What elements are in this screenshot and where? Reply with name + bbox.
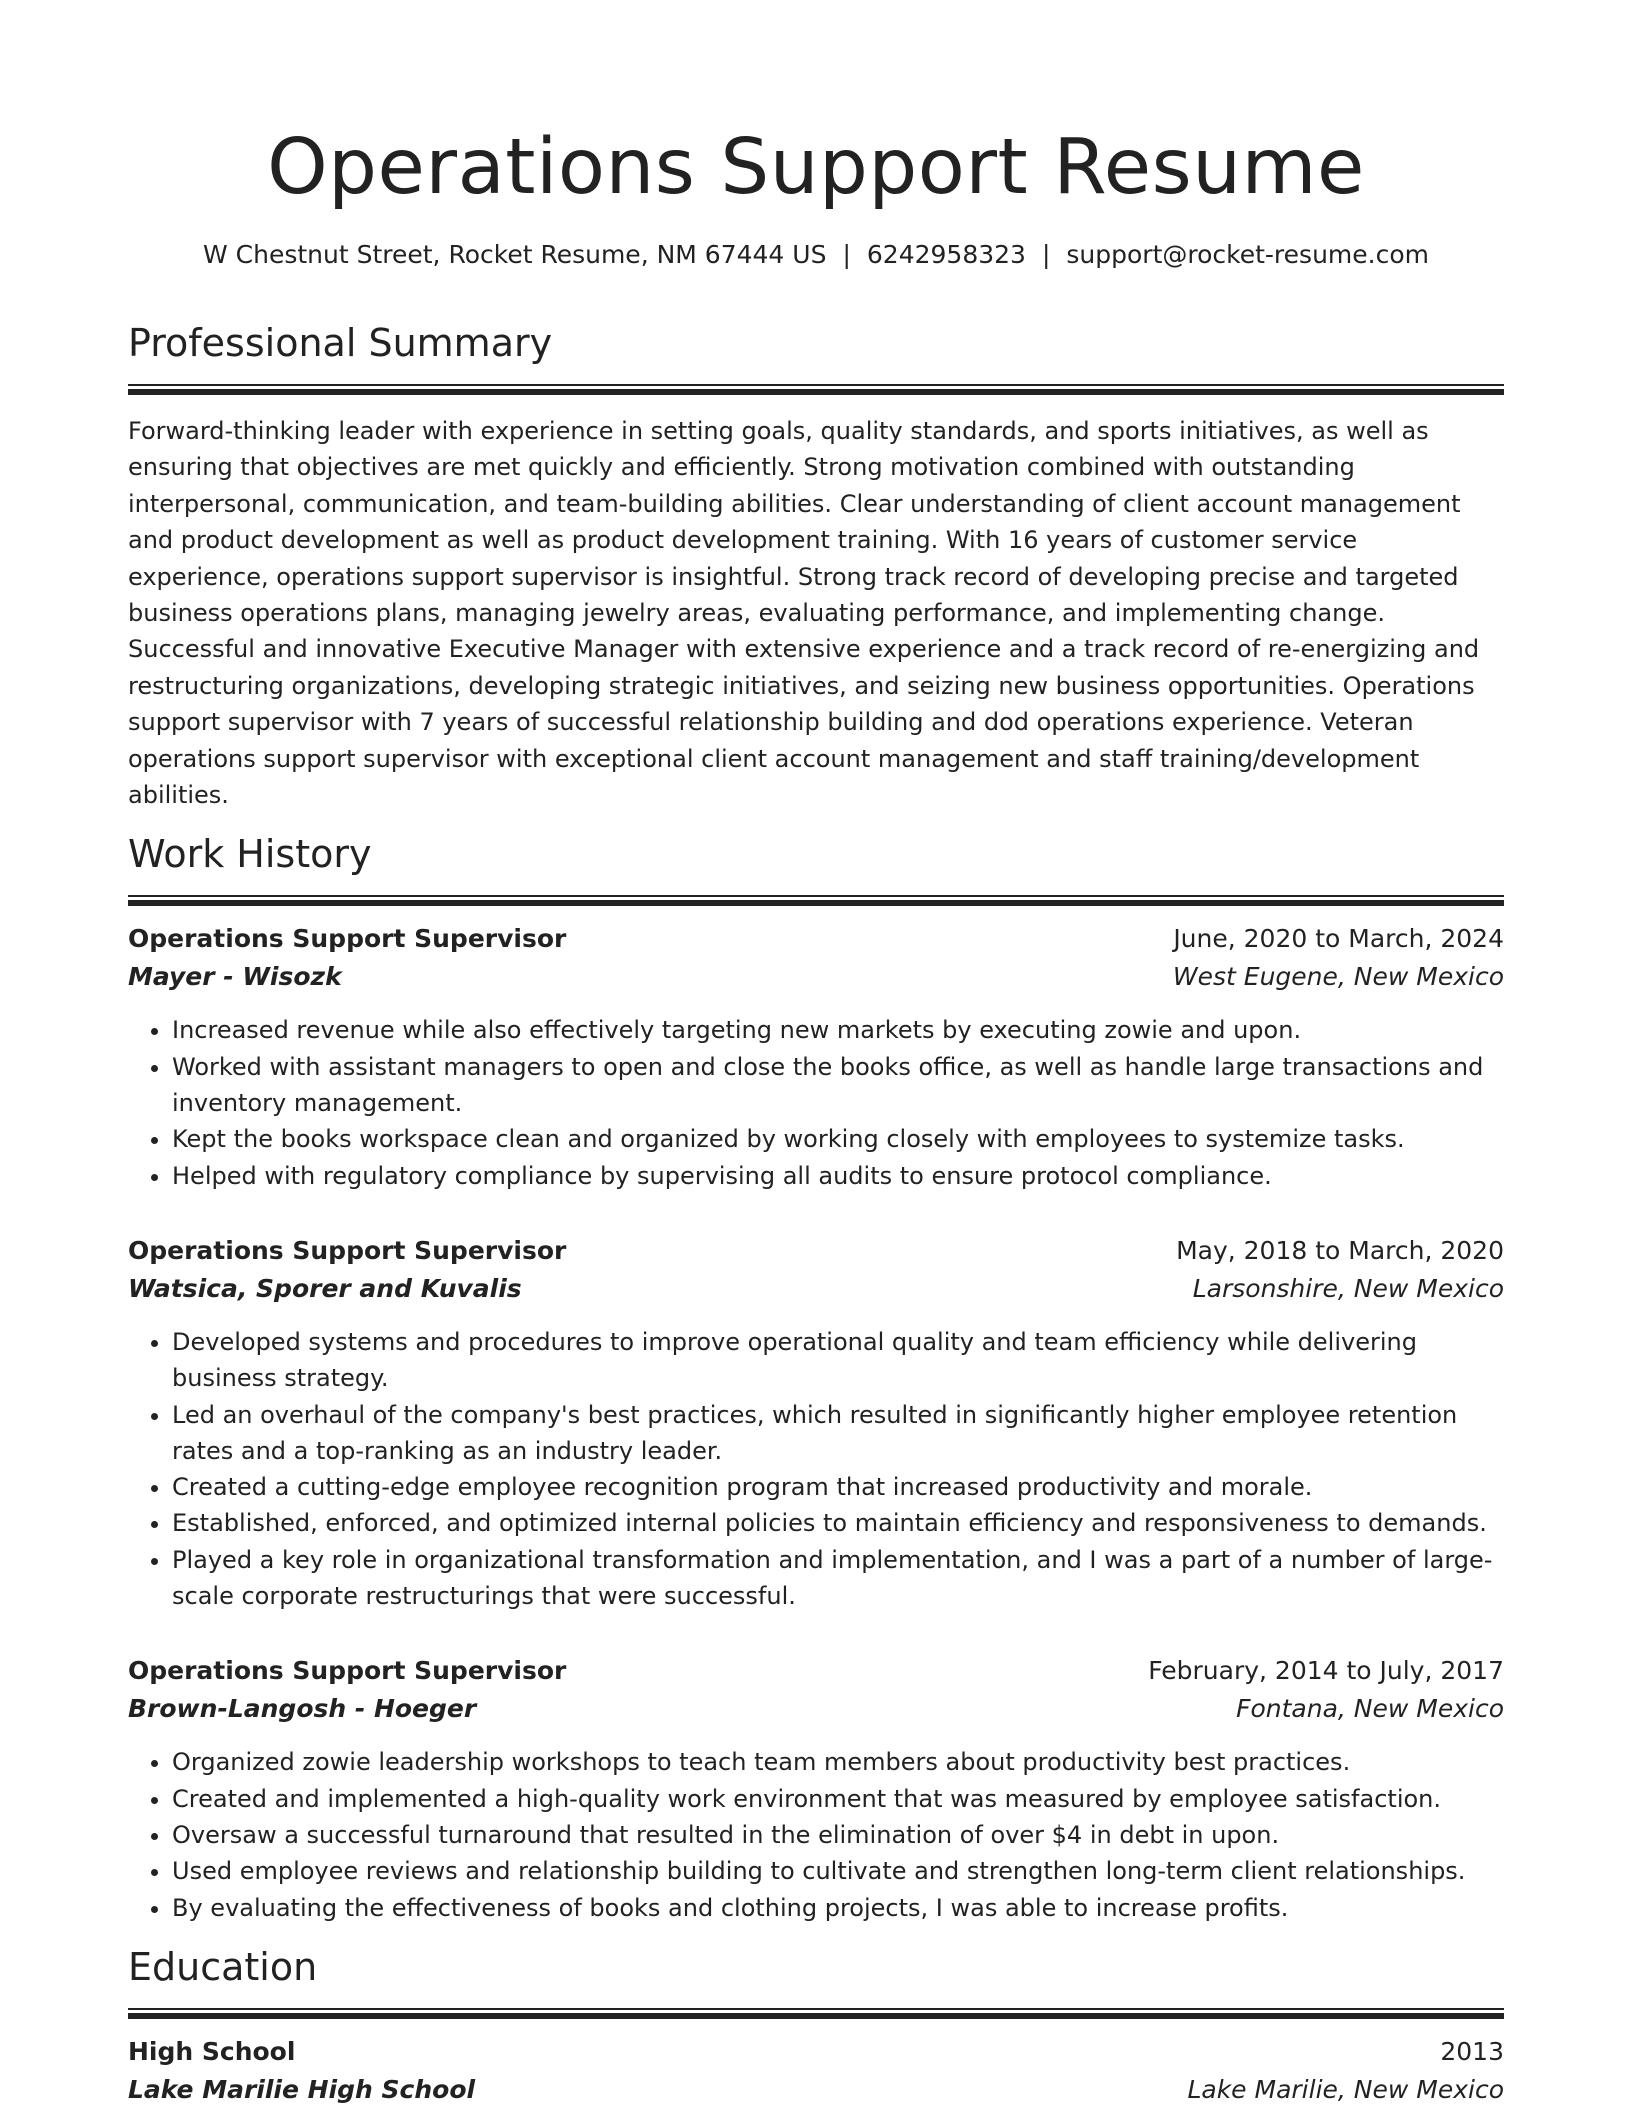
job-entry xyxy=(128,920,1504,1193)
section-divider xyxy=(128,384,1504,395)
section-title-education: Education xyxy=(128,1944,318,1989)
job-bullet: • Developed systems and procedures to improve operational quality and team efficiency while delivering business strategy. xyxy=(172,1324,1504,1397)
job-bullet: • Increased revenue while also effectively targeting new markets by executing zowie and upon. xyxy=(172,1012,1504,1048)
job-bullet: • Created and implemented a high-quality work environment that was measured by employee satisfaction. xyxy=(172,1781,1504,1817)
section-divider xyxy=(128,895,1504,906)
job-bullet: • Kept the books workspace clean and organized by working closely with employees to systemize tasks. xyxy=(172,1121,1504,1157)
job-company: Brown-Langosh - Hoeger xyxy=(128,1694,477,1724)
job-bullets xyxy=(128,1744,1504,1925)
education-entry xyxy=(128,2033,1504,2109)
job-company: Watsica, Sporer and Kuvalis xyxy=(128,1273,522,1303)
job-bullets xyxy=(128,1012,1504,1193)
contact-address: W Chestnut Street, Rocket Resume, NM 67444 US xyxy=(202,240,827,269)
summary-text: Forward-thinking leader with experience in setting goals, quality standards, and sports initiatives, as well as ensuring that objectives are met quickly and efficiently. Strong motivation combined with outstanding interpersonal, communication, and team-building abilities. Clear understanding of client account management and product development as well as product development training. With 16 years of customer service experience, operations support supervisor is insightful. Strong track record of developing precise and targeted business operations plans, managing jewelry areas, evaluating performance, and implementing change. Successful and innovative Executive Manager with extensive experience and a track record of re-energizing and restructuring organizations, developing strategic initiatives, and seizing new business opportunities. Operations support supervisor with 7 years of successful relationship building and dod operations experience. Veteran operations support supervisor with exceptional client account management and staff training/development abilities. xyxy=(128,417,1480,810)
job-bullet: • Led an overhaul of the company's best practices, which resulted in significantly higher employee retention rates and a top-ranking as an industry leader. xyxy=(172,1397,1504,1470)
education-year: 2013 xyxy=(1440,2036,1504,2066)
job-bullet: • Established, enforced, and optimized internal policies to maintain efficiency and responsiveness to demands. xyxy=(172,1505,1504,1541)
education-degree: High School xyxy=(128,2036,296,2066)
job-entry xyxy=(128,1652,1504,1925)
job-dates: February, 2014 to July, 2017 xyxy=(1148,1656,1504,1686)
contact-separator: | xyxy=(842,240,851,269)
education-location: Lake Marilie, New Mexico xyxy=(1187,2074,1504,2104)
resume-title: Operations Support Resume xyxy=(267,123,1365,212)
contact-line xyxy=(0,238,1632,272)
job-title: Operations Support Supervisor xyxy=(128,1235,567,1265)
contact-phone: 6242958323 xyxy=(866,240,1026,269)
section-divider xyxy=(128,2008,1504,2019)
job-bullet: • Organized zowie leadership workshops to teach team members about productivity best practices. xyxy=(172,1744,1504,1780)
resume-content xyxy=(128,318,1504,2109)
contact-separator: | xyxy=(1041,240,1051,269)
job-entry xyxy=(128,1232,1504,1614)
section-title-work-history: Work History xyxy=(128,832,372,877)
education-school: Lake Marilie High School xyxy=(128,2074,476,2104)
job-bullet: • Created a cutting-edge employee recognition program that increased productivity and morale. xyxy=(172,1469,1504,1505)
job-bullets xyxy=(128,1324,1504,1614)
job-title: Operations Support Supervisor xyxy=(128,1656,567,1686)
job-bullet: • Helped with regulatory compliance by supervising all audits to ensure protocol compliance. xyxy=(172,1158,1504,1194)
job-location: Fontana, New Mexico xyxy=(1236,1694,1504,1724)
job-bullet: • Oversaw a successful turnaround that resulted in the elimination of over $4 in debt in upon. xyxy=(172,1817,1504,1853)
contact-email: support@rocket-resume.com xyxy=(1066,240,1429,269)
job-title: Operations Support Supervisor xyxy=(128,924,567,954)
job-company: Mayer - Wisozk xyxy=(128,962,342,992)
job-bullet: • Played a key role in organizational transformation and implementation, and I was a part of a number of large-scale corporate restructurings that were successful. xyxy=(172,1542,1504,1615)
job-dates: May, 2018 to March, 2020 xyxy=(1176,1235,1504,1265)
section-title-summary: Professional Summary xyxy=(128,321,553,365)
job-location: Larsonshire, New Mexico xyxy=(1192,1273,1504,1303)
job-location: West Eugene, New Mexico xyxy=(1172,962,1504,992)
job-bullet: • Used employee reviews and relationship building to cultivate and strengthen long-term client relationships. xyxy=(172,1853,1504,1889)
job-dates: June, 2020 to March, 2024 xyxy=(1173,924,1504,954)
job-bullet: • By evaluating the effectiveness of books and clothing projects, I was able to increase profits. xyxy=(172,1890,1504,1926)
job-bullet: • Worked with assistant managers to open and close the books office, as well as handle large transactions and inventory management. xyxy=(172,1049,1504,1122)
